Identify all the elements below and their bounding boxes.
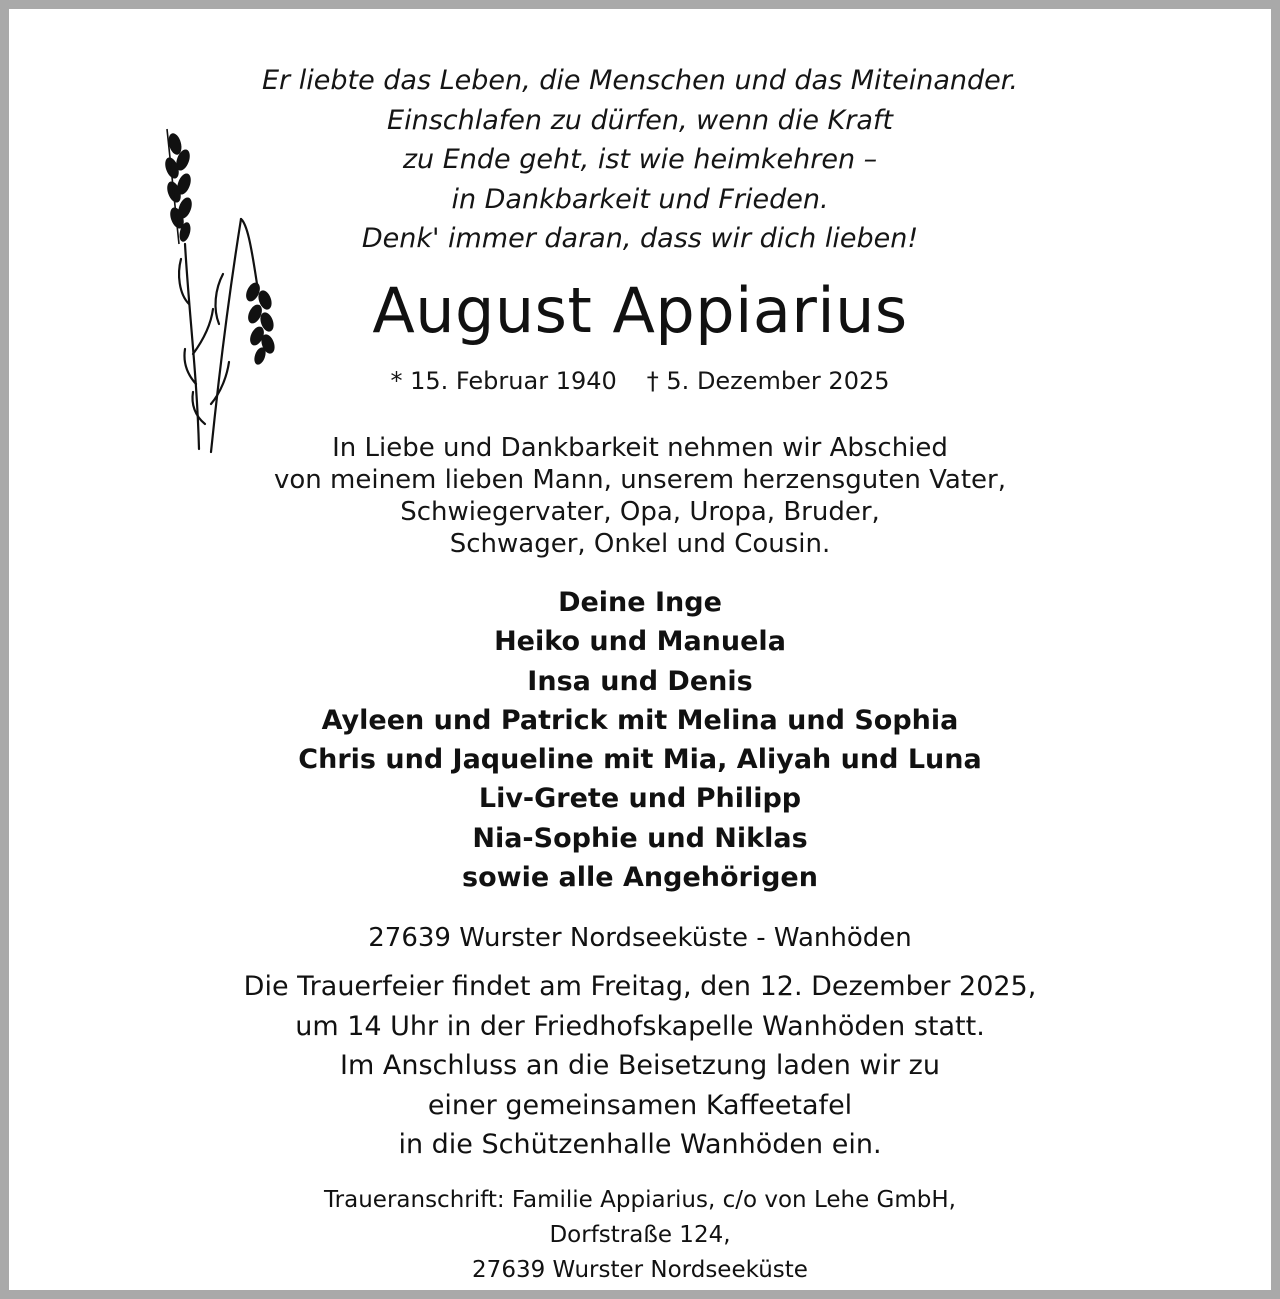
farewell-line: In Liebe und Dankbarkeit nehmen wir Abschied (332, 433, 948, 463)
poem-line: Denk' immer daran, dass wir dich lieben! (361, 223, 919, 254)
memorial-poem (9, 61, 1271, 259)
mourner-line: Heiko und Manuela (494, 626, 786, 658)
address-line: Dorfstraße 124, (549, 1222, 731, 1248)
poem-line: Einschlafen zu dürfen, wenn die Kraft (387, 104, 893, 136)
funeral-line: Die Trauerfeier findet am Freitag, den 12. Dezember 2025, (243, 971, 1037, 1002)
funeral-line: um 14 Uhr in der Friedhofskapelle Wanhöden statt. (295, 1010, 985, 1042)
mourner-line: Deine Inge (558, 587, 722, 618)
mourner-line: Nia-Sophie und Niklas (472, 822, 808, 854)
address-line: 27639 Wurster Nordseeküste (472, 1257, 808, 1283)
mourning-address (9, 1183, 1271, 1288)
mourner-line: Liv-Grete und Philipp (478, 783, 802, 815)
address-line: Traueranschrift: Familie Appiarius, c/o von Lehe GmbH, (324, 1187, 956, 1213)
mourner-line: sowie alle Angehörigen (462, 862, 818, 894)
farewell-text (9, 432, 1271, 560)
birth-date: * 15. Februar 1940 (390, 367, 617, 395)
deceased-name: August Appiarius (372, 274, 908, 347)
farewell-line: von meinem lieben Mann, unserem herzensguten Vater, (274, 465, 1006, 495)
place-line: 27639 Wurster Nordseeküste - Wanhöden (368, 923, 912, 953)
poem-line: in Dankbarkeit und Frieden. (451, 183, 829, 215)
farewell-line: Schwager, Onkel und Cousin. (449, 529, 831, 559)
funeral-line: einer gemeinsamen Kaffeetafel (427, 1089, 853, 1121)
mourner-line: Chris und Jaqueline mit Mia, Aliyah und Luna (298, 744, 982, 776)
life-dates (9, 364, 1271, 398)
funeral-line: Im Anschluss an die Beisetzung laden wir zu (340, 1050, 940, 1081)
poem-line: zu Ende geht, ist wie heimkehren – (402, 144, 878, 175)
poem-line: Er liebte das Leben, die Menschen und das Miteinander. (262, 65, 1018, 96)
funeral-details (9, 967, 1271, 1165)
mourner-line: Ayleen und Patrick mit Melina und Sophia (321, 704, 959, 736)
death-date: † 5. Dezember 2025 (646, 367, 890, 395)
mourner-line: Insa und Denis (527, 665, 753, 697)
farewell-line: Schwiegervater, Opa, Uropa, Bruder, (400, 497, 880, 527)
funeral-line: in die Schützenhalle Wanhöden ein. (398, 1129, 882, 1160)
mourners-list (9, 583, 1271, 897)
